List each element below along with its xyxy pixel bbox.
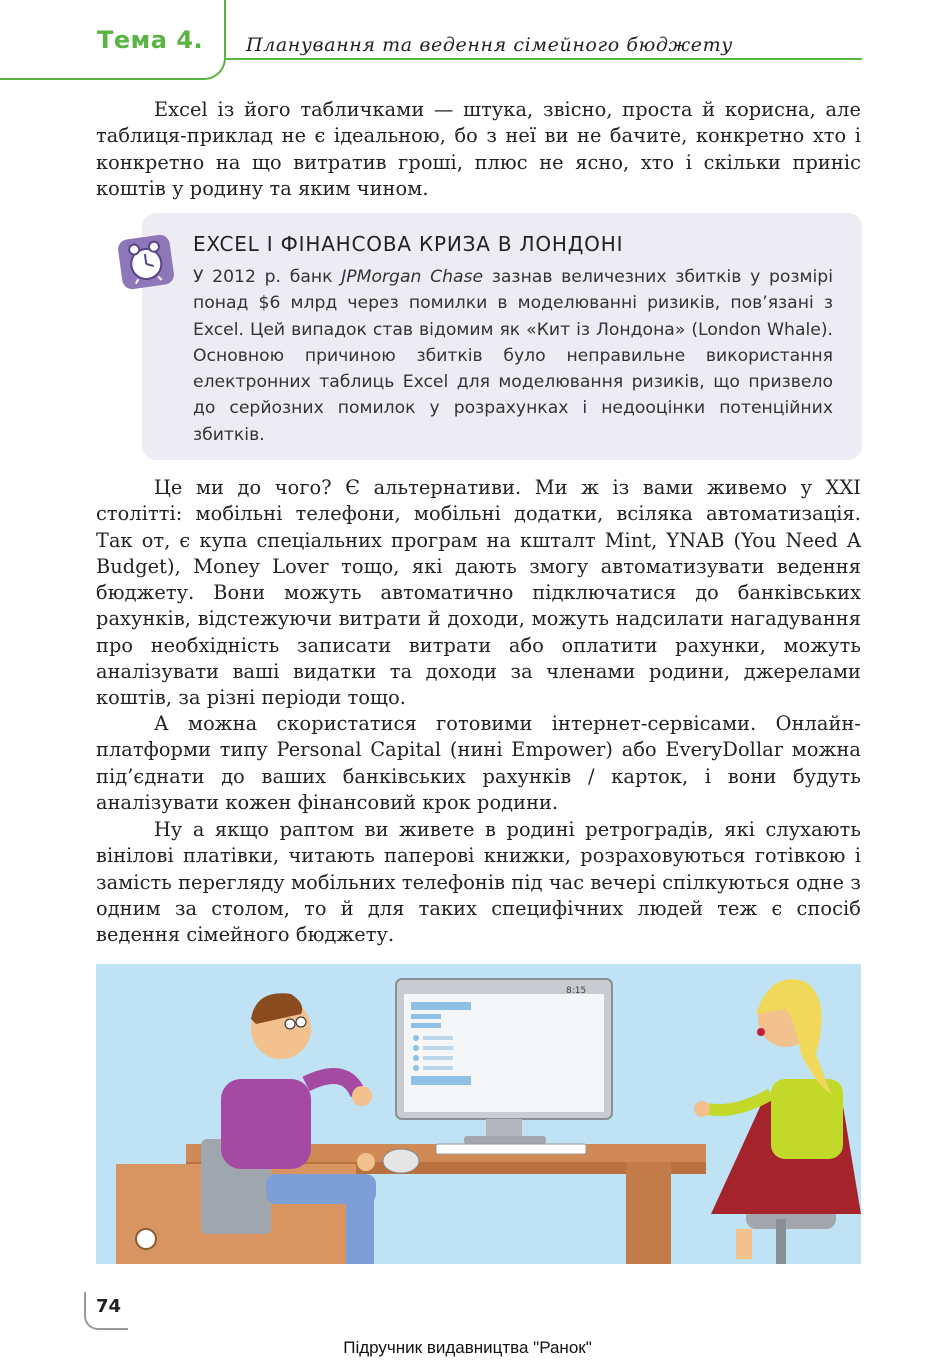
bank-name: JPMorgan Chase [341,267,484,287]
retro-paragraph: Ну а якщо раптом ви живете в родині ретроградів, які слухають вінілові платівки, читають паперові книжки, розраховуються готівкою і замість перегляду мобільних телефонів під час вечері спілкуються одне з одним за столом, то й для таких специфічних людей теж є спосіб ведення сімейного бюджету. [96,818,861,947]
info-box-title: EXCEL І ФІНАНСОВА КРИЗА В ЛОНДОНІ [193,232,624,256]
topic-label: Тема 4. [97,26,204,54]
page-title: Планування та ведення сімейного бюджету [246,34,733,56]
info-box-text: У 2012 р. банк JPMorgan Chase зазнав величезних збитків у розмірі понад $6 млрд через помилки в моделюванні ризиків, пов’язані з Excel. Цей випадок став відомим як «Кит із Лондона» (London Whale). Основною причиною збитків було неправильне використання електронних таблиць Excel для моделювання ризиків, що призвело до серйозних помилок у розрахунках і недооцінки потенційних збитків. [193,267,833,445]
intro-paragraph: Excel із його табличками — штука, звісно, проста й корисна, але таблиця-приклад не є ідеальною, бо з неї ви не бачите, конкретно хто і конкретно на що витратив гроші, плюс не ясно, хто і скільки приніс коштів у родину та яким чином. [96,98,861,200]
monitor-time: 8:15 [566,986,587,996]
publisher-credit: Підручник видавництва "Ранок" [343,1338,592,1357]
alarm-clock-icon [117,234,175,291]
illustration [96,964,861,1264]
woman-figure [694,979,861,1264]
page-number: 74 [96,1296,122,1317]
header-divider [225,58,862,60]
online-services-paragraph: А можна скористатися готовими інтернет-сервісами. Онлайн-платформи типу Personal Capital (нині Empower) або EveryDollar можна під’єднати до ваших банківських рахунків / карток, і вони будуть аналізувати кожен фінансовий крок родини. [96,712,861,814]
alternatives-paragraph: Це ми до чого? Є альтернативи. Ми ж із вами живемо у XXI столітті: мобільні телефони, мобільні додатки, всіляка автоматизація. Так от, є купа спеціальних програм на кшталт Mint, YNAB (You Need A Budget), Money Lover тощо, які дають змогу автоматизувати ведення бюджету. Вони можуть автоматично підключатися до банківських рахунків, відстежуючи витрати й доходи, можуть надсилати нагадування про необхідність записати витрати або оплатити рахунки, можуть аналізувати ваші видатки та доходи за членами родини, джерелами коштів, за різні періоди тощо. [96,476,861,710]
monitor [396,979,612,1144]
